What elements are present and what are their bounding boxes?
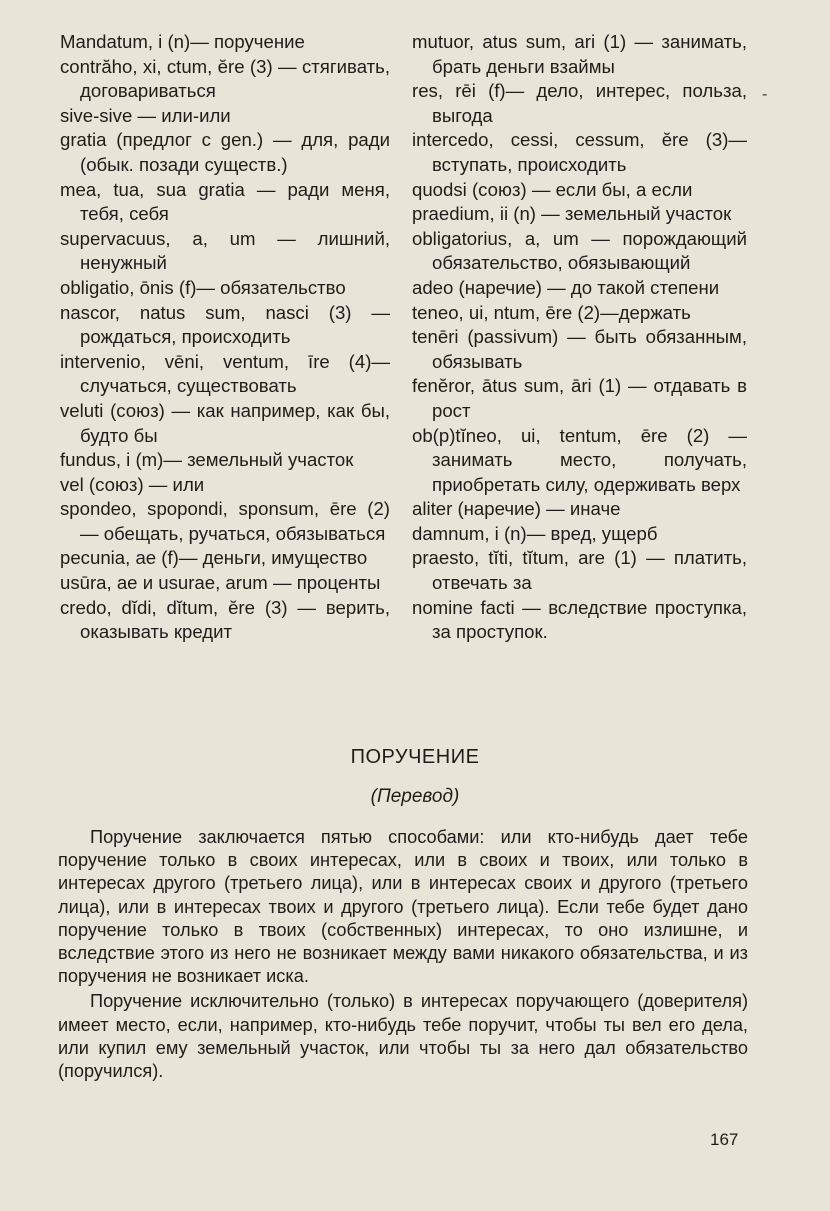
vocab-entry: veluti (союз) — как например, как бы, будто бы	[60, 399, 390, 446]
vocabulary-left-column	[60, 30, 390, 645]
vocab-entry: contrăho, xi, ctum, ĕre (3) — стягивать, договариваться	[60, 55, 390, 102]
vocab-entry: vel (союз) — или	[60, 473, 205, 495]
vocab-entry: ob(p)tĭneo, ui, tentum, ēre (2) — занимать место, получать, приобретать силу, одерживать верх	[412, 424, 747, 495]
vocab-entry: tenēri (passivum) — быть обязанным, обязывать	[412, 326, 747, 372]
vocab-entry: pecunia, ae (f)— деньги, имущество	[60, 547, 368, 569]
translation-text	[58, 826, 748, 1085]
vocab-entry: obligatorius, a, um — порождающий обязательство, обязывающий	[412, 227, 747, 274]
vocab-entry: intercedo, cessi, cessum, ĕre (3)— вступать, происходить	[412, 129, 747, 175]
section-heading: ПОРУЧЕНИЕ	[350, 746, 480, 768]
vocab-entry: gratia (предлог с gen.) — для, ради (обык. позади существ.)	[60, 129, 390, 175]
vocab-entry: damnum, i (n)— вред, ущерб	[412, 522, 658, 544]
paragraph: Поручение заключается пятью способами: или кто-нибудь дает тебе поручение только в своих интересах, или в своих и твоих, или только в интересах другого (третьего лица), или в интересах своих и другого (третьего лица), или в интересах твоих и другого (третьего лица). Если тебе будет дано поручение только в твоих (собственных) интересах, то оно излишне, и вследствие этого из него не возникает между вами никакого обязательства, и из поручения не возникает иска.	[58, 827, 748, 987]
vocab-entry: praedium, ii (n) — земельный участок	[412, 203, 732, 225]
vocab-entry: mutuor, atus sum, ari (1) — занимать, брать деньги взаймы	[412, 31, 747, 77]
vocab-entry: fenĕror, ātus sum, āri (1) — отдавать в рост	[412, 375, 747, 421]
vocab-entry: intervenio, vēni, ventum, īre (4)— случаться, существовать	[60, 350, 390, 397]
vocab-entry: praesto, tĭti, tĭtum, are (1) — платить, отвечать за	[412, 547, 747, 594]
vocab-entry: nascor, natus sum, nasci (3) — рождаться, происходить	[60, 301, 390, 348]
vocab-entry: aliter (наречие) — иначе	[412, 498, 621, 520]
page-number: 167	[710, 1130, 739, 1149]
vocab-entry: res, rēi (f)— дело, интерес, польза, выгода	[412, 80, 747, 126]
vocab-entry: obligatio, ōnis (f)— обязательство	[60, 276, 346, 298]
vocab-entry: nomine facti — вследствие проступка, за проступок.	[412, 596, 747, 643]
vocab-entry: usūra, ae и usurae, arum — проценты	[60, 572, 381, 594]
vocab-entry: adeo (наречие) — до такой степени	[412, 276, 720, 298]
paragraph: Поручение исключительно (только) в интересах поручающего (доверителя) имеет место, если, например, кто-нибудь тебе поручит, чтобы ты вел его дела, или купил ему земельный участок, или чтобы ты за него дал обязательство (поручился).	[58, 991, 748, 1082]
section-subheading: (Перевод)	[370, 786, 460, 807]
vocab-entry: Mandatum, i (n)— поручение	[60, 31, 305, 52]
vocab-entry: sive-sive — или-или	[60, 104, 231, 126]
margin-mark: -	[762, 86, 768, 103]
vocab-entry: supervacuus, a, um — лишний, ненужный	[60, 227, 390, 274]
vocab-entry: spondeo, spopondi, sponsum, ēre (2) — обещать, ручаться, обязываться	[60, 498, 390, 544]
vocab-entry: credo, dĭdi, dĭtum, ĕre (3) — верить, оказывать кредит	[60, 596, 390, 643]
vocabulary-right-column	[412, 30, 747, 645]
vocab-entry: fundus, i (m)— земельный участок	[60, 449, 354, 471]
vocab-entry: quodsi (союз) — если бы, а если	[412, 178, 693, 200]
vocab-entry: teneo, ui, ntum, ēre (2)—держать	[412, 301, 691, 323]
vocab-entry: mea, tua, sua gratia — ради меня, тебя, себя	[60, 178, 390, 225]
